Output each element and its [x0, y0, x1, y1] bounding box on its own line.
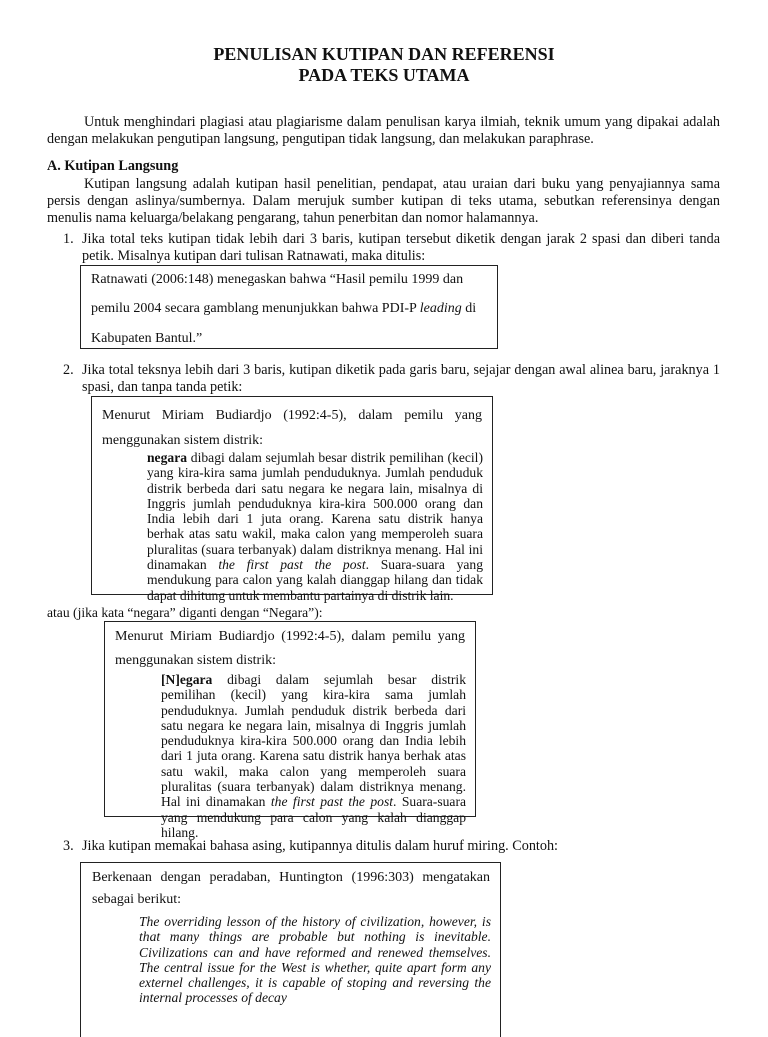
section-a-heading: A. Kutipan Langsung — [47, 158, 179, 174]
box-1-line-3: Kabupaten Bantul.” — [91, 331, 203, 346]
intro-paragraph: Untuk menghindari plagiasi atau plagiarisme dalam penulisan karya ilmiah, teknik umum yang dipakai adalah dengan melakukan pengutipan langsung, pengutipan tidak langsung, dan melakukan paraphrase. — [47, 114, 720, 147]
item-1-number: 1. — [63, 231, 74, 247]
box-1-line-1: Ratnawati (2006:148) menegaskan bahwa “Hasil pemilu 1999 dan — [91, 272, 464, 287]
item-2-text: Jika total teksnya lebih dari 3 baris, kutipan diketik pada garis baru, sejajar dengan awal alinea baru, jaraknya 1 spasi, dan tanpa tanda petik: — [82, 362, 720, 395]
example-box-3 — [104, 621, 476, 840]
example-box-4 — [80, 862, 501, 1037]
item-3-number: 3. — [63, 838, 74, 854]
page-subtitle: PADA TEKS UTAMA — [298, 65, 470, 85]
box-4-quote: The overriding lesson of the history of civilization, however, is that many things are probable but nothing is inevitable. Civilizations can and have reformed and renewed themselves. The central issue for the West is whether, quite apart form any externel challenges, it is capable of stoping and reversing the internal processes of decay — [139, 914, 491, 1006]
example-box-1 — [80, 265, 498, 349]
alternative-note: atau (jika kata “negara” diganti dengan “Negara”): — [47, 605, 323, 620]
box-2-quote: negara dibagi dalam sejumlah besar distrik pemilihan (kecil) yang kira-kira sama jumlah penduduknya. Jumlah penduduk distrik berbeda dari satu negara ke negara lain, misalnya di Inggris jumlah penduduknya kira-kira 500.000 orang dan India lebih dari 1 juta orang. Karena satu distrik hanya berhak atas satu wakil, maka calon yang memperoleh suara pluralitas (suara terbanyak) dalam distriknya menang. Hal ini dinamakan the first past the post. Suara-suara yang mendukung para calon yang kalah dianggap hilang dan tidak dapat dihitung untuk membantu partainya di distrik lain. — [147, 450, 483, 603]
box-2-intro: Menurut Miriam Budiardjo (1992:4-5), dalam pemilu yang menggunakan sistem distrik: — [102, 408, 482, 448]
item-2-number: 2. — [63, 362, 74, 378]
example-box-2 — [91, 396, 493, 603]
box-4-intro: Berkenaan dengan peradaban, Huntington (1996:303) mengatakan sebagai berikut: — [92, 870, 490, 907]
box-3-quote: [N]egara dibagi dalam sejumlah besar distrik pemilihan (kecil) yang kira-kira sama jumlah penduduknya. Jumlah penduduk distrik berbeda dari satu negara ke negara lain, misalnya di Inggris jumlah penduduknya kira-kira 500.000 orang dan India lebih dari 1 juta orang. Karena satu distrik hanya berhak atas satu wakil, maka calon yang memperoleh suara pluralitas (suara terbanyak) dalam distriknya menang. Hal ini dinamakan the first past the post. Suara-suara yang mendukung para calon yang kalah dianggap hilang. — [161, 672, 467, 840]
section-a-body: Kutipan langsung adalah kutipan hasil penelitian, pendapat, atau uraian dari buku yang penyajiannya sama persis dengan aslinya/sumbernya. Dalam merujuk sumber kutipan di teks utama, sebutkan referensinya dengan menulis nama keluarga/belakang pengarang, tahun penerbitan dan nomor halamannya. — [47, 176, 720, 226]
item-1-text: Jika total teks kutipan tidak lebih dari 3 baris, kutipan tersebut diketik dengan jarak 2 spasi dan diberi tanda petik. Misalnya kutipan dari tulisan Ratnawati, maka ditulis: — [82, 231, 720, 264]
box-1-line-2: pemilu 2004 secara gamblang menunjukkan bahwa PDI-P leading di — [91, 301, 477, 316]
page-title: PENULISAN KUTIPAN DAN REFERENSI — [213, 44, 555, 64]
item-3-text: Jika kutipan memakai bahasa asing, kutipannya ditulis dalam huruf miring. Contoh: — [82, 838, 558, 854]
box-3-intro: Menurut Miriam Budiardjo (1992:4-5), dalam pemilu yang menggunakan sistem distrik: — [115, 629, 465, 668]
